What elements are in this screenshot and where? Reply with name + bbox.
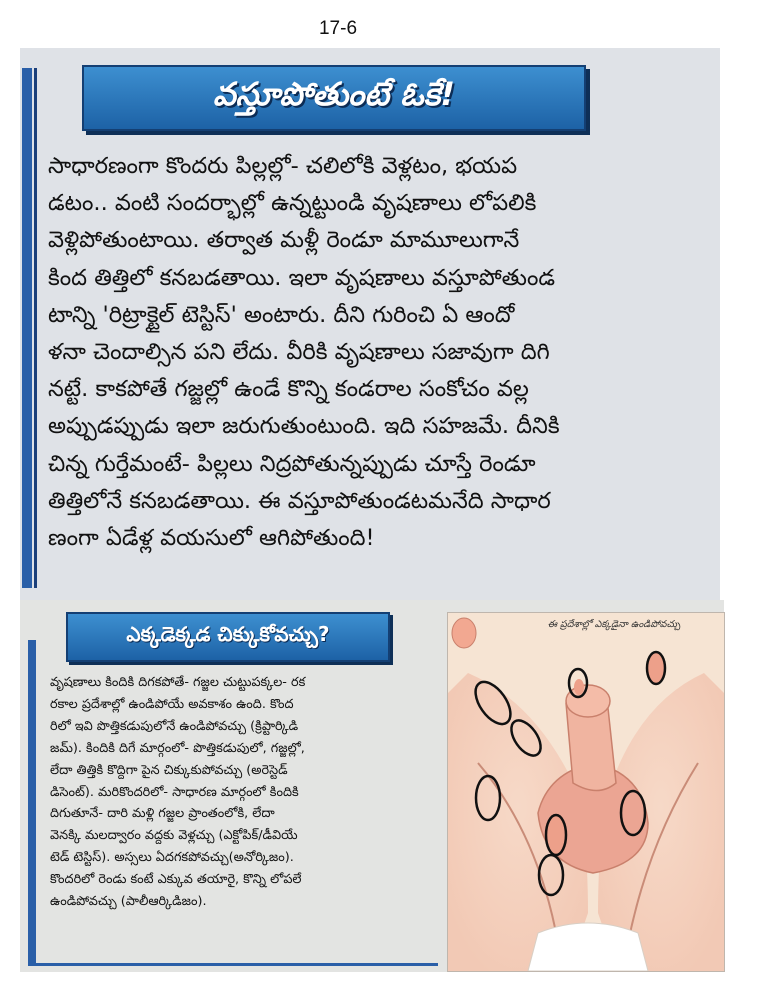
illustration-caption: ఈ ప్రదేశాల్లో ఎక్కడైనా ఉండిపోవచ్చు bbox=[547, 619, 681, 630]
anatomy-drawing bbox=[448, 613, 724, 971]
body-line: అప్పుడప్పుడు ఇలా జరుగుతుంటుంది. ఇది సహజమే. దీనికి bbox=[48, 413, 560, 440]
body-line: చిన్న గుర్తేమంటే- పిల్లలు నిద్రపోతున్నప్పుడు చూస్తే రెండూ bbox=[48, 450, 536, 477]
body-line: డటం.. వంటి సందర్భాల్లో ఉన్నట్టుండి వృషణాలు లోపలికి bbox=[48, 190, 537, 217]
article-title: వస్తూపోతుంటే ఓకే! bbox=[213, 75, 455, 113]
body-line: టెడ్ టెస్టిస్). అస్సలు ఏదగకపోవచ్చు(అనోర్కిజం). bbox=[50, 850, 294, 866]
body-line: కొందరిలో రెండు కంటే ఎక్కువ తయారై, కొన్ని లోపలే bbox=[50, 872, 302, 888]
anatomy-illustration bbox=[447, 612, 725, 972]
body-line: తిత్తిలోనే కనబడతాయి. ఈ వస్తూపోతుండటమనేది సాధార bbox=[48, 487, 551, 514]
body-line: రిలో ఇవి పొత్తికడుపులోనే ఉండిపోవచ్చు (క్రిప్టార్కిడి bbox=[50, 718, 299, 734]
body-line: రకాల ప్రదేశాల్లో ఉండిపోయే అవకాశం ఉంది. కొంద bbox=[50, 696, 294, 712]
article-border bbox=[22, 68, 32, 588]
body-line: వెళ్లిపోతుంటాయి. తర్వాత మళ్లీ రెండూ మామూలుగానే bbox=[48, 227, 520, 254]
title-banner bbox=[82, 65, 586, 131]
sidebar-bottom-rule bbox=[28, 963, 438, 966]
sidebar-title: ఎక్కడెక్కడ చిక్కుకోవచ్చు? bbox=[126, 622, 330, 646]
body-line: నట్టే. కాకపోతే గజ్జల్లో ఉండే కొన్ని కండరాల సంకోచం వల్ల bbox=[48, 376, 529, 403]
sidebar-body bbox=[50, 672, 440, 913]
page-number: 17-6 bbox=[318, 18, 358, 39]
body-line: వెనక్కి మలద్వారం వద్దకు వెళ్లచ్చు (ఎక్టోపిక్/డీవియే bbox=[50, 828, 298, 844]
body-line: వృషణాలు కిందికి దిగకపోతే- గజ్జల చుట్టుపక్కల- రక bbox=[50, 675, 306, 690]
body-line: డిసెంట్). మరికొందరిలో- సాధారణ మార్గంలో కిందికి bbox=[50, 784, 299, 800]
article-border-inner bbox=[34, 68, 37, 588]
body-line: ణంగా ఏడేళ్ల వయసులో ఆగిపోతుంది! bbox=[48, 525, 375, 552]
body-line: ఉండిపోవచ్చు (పాలీఆర్కిడిజం). bbox=[50, 894, 207, 910]
body-line: దిగుతూనే- దారి మళ్లి గజ్జల ప్రాంతంలోకి, లేదా bbox=[50, 806, 275, 822]
sidebar-border bbox=[28, 640, 36, 965]
subtitle-banner bbox=[66, 612, 390, 662]
body-line: కింద తిత్తిలో కనబడతాయి. ఇలా వృషణాలు వస్తూపోతుండ bbox=[48, 264, 555, 291]
article-body bbox=[48, 148, 708, 557]
body-line: టాన్ని 'రిట్రాక్టైల్ టెస్టిస్' అంటారు. దీని గురించి ఏ ఆందో bbox=[48, 301, 515, 328]
body-line: ళనా చెందాల్సిన పని లేదు. వీరికి వృషణాలు సజావుగా దిగి bbox=[48, 339, 550, 366]
body-line: సాధారణంగా కొందరు పిల్లల్లో- చలిలోకి వెళ్లటం, భయప bbox=[48, 153, 518, 179]
body-line: లేదా తిత్తికి కొద్దిగా పైన చిక్కుకుపోవచ్చు (అరెస్టెడ్ bbox=[50, 762, 288, 778]
body-line: జమ్). కిందికి దిగే మార్గంలో- పొత్తికడుపులో, గజ్జల్లో, bbox=[50, 740, 305, 756]
